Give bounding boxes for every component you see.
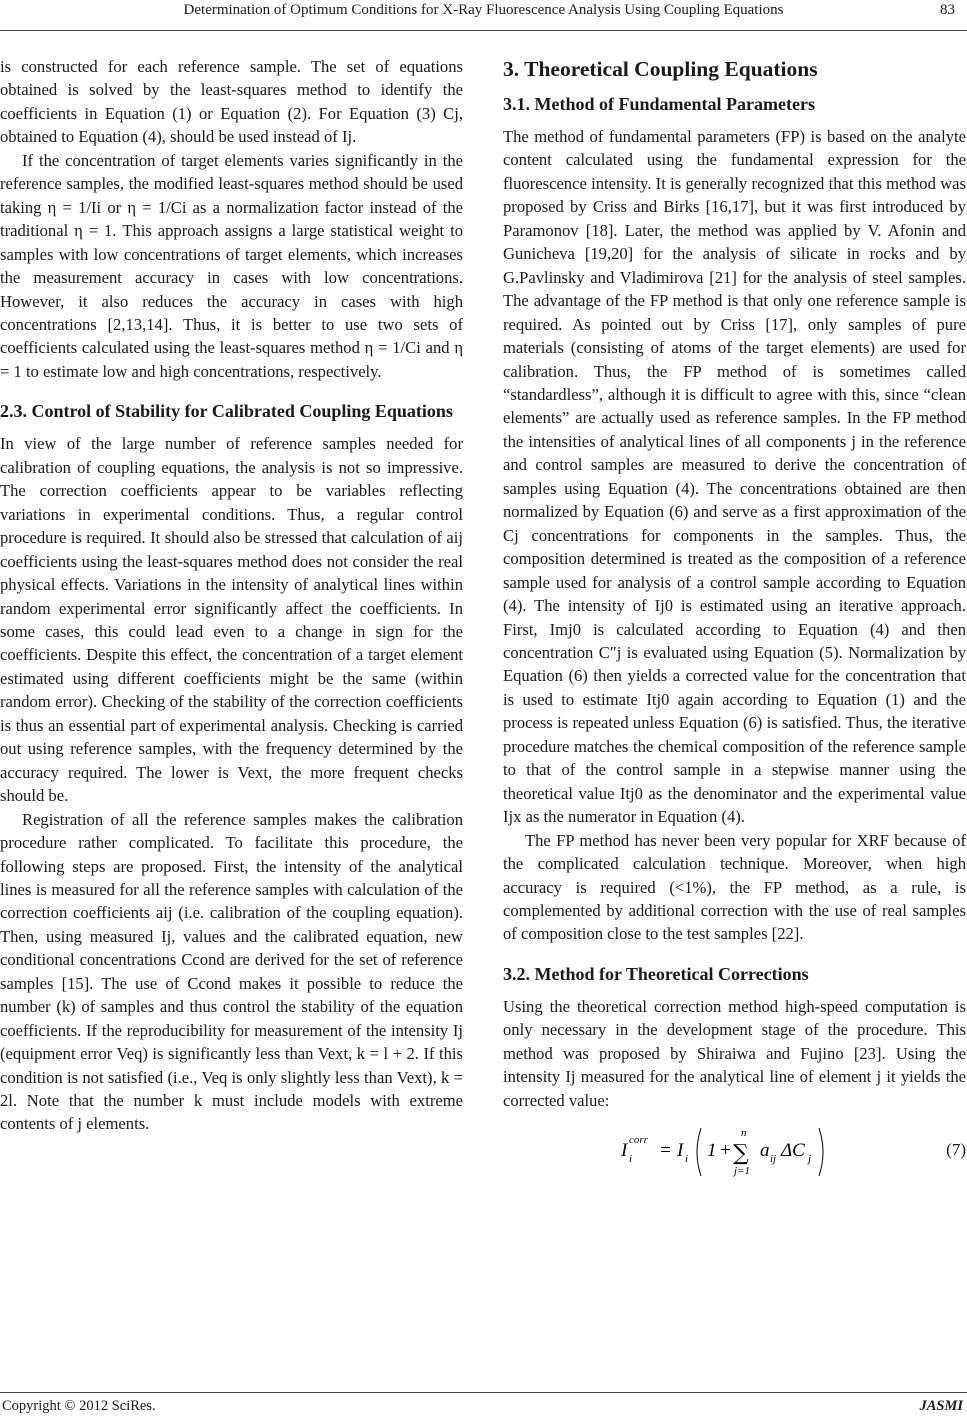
left-column [0,55,463,1136]
eq-sum-bottom: j=1 [734,1165,750,1178]
spacer [503,946,966,962]
section-heading-3-2: 3.2. Method for Theoretical Corrections [503,963,809,984]
section-heading-2-3: 2.3. Control of Stability for Calibrated Coupling Equations [0,401,453,422]
paragraph: The FP method has never been very popular for XRF because of the complicated calculation technique. Moreover, when high accuracy is required (<1%), the FP method, as a rule, is complemented by additional correction with the use of real samples of composition close to the test samples [22]. [503,830,966,944]
eq-lhs-sub: i [629,1153,633,1166]
copyright-notice: Copyright © 2012 SciRes. [2,1398,156,1414]
paragraph: The method of fundamental parameters (FP) is based on the analyte content calculated using the fundamental expression for the fluorescence intensity. It is generally recognized that this method was proposed by Criss and Birks [16,17], but it was first introduced by Paramonov [18]. Later, the method was applied by V. Afonin and Gunicheva [19,20] for the analysis of silicate in rocks and by G.Pavlinsky and Vladimirova [21] for the analysis of steel samples. The advantage of the FP method is that only one reference sample is required. As pointed out by Criss [17], only samples of pure materials (consisting of atoms of the target elements) are used for calibration. Thus, the FP method of is sometimes called “standardless”, although it is difficult to agree with this, since “clean elements” are actually used as reference samples. In the FP method the intensities of analytical lines of all components j in the reference and control samples are measured to derive the concentration of samples using Equation (4). The concentrations obtained are then normalized by Equation (6) and serve as a first approximation of the Cj concentrations for components in the samples. Thus, the composition determined is treated as the composition of a reference sample used for analysis of a control sample according to Equation (4). The intensity of Ij0 is estimated using an iterative approach. First, Imj0 is calculated according to Equation (4) and then concentration C″j is evaluated using Equation (5). Normalization by Equation (6) then yields a corrected value for the concentration that is used to estimate Itj0 again according to Equation (1) and the process is repeated unless Equation (6) is satisfied. Thus, the iterative procedure matches the chemical composition of the reference sample to that of the control sample in a stepwise manner using the theoretical value Itj0 as the denominator and the experimental value Ijx as the numerator in Equation (4). [503,127,966,827]
spacer [0,383,463,399]
equation-7 [503,1118,966,1180]
page-header [0,2,967,32]
paragraph: In view of the large number of reference samples needed for calibration of coupling equations, the analysis is not so impressive. The correction coefficients appear to be variables reflecting variations in experimental conditions. Thus, a regular control procedure is required. It should also be stressed that calculation of aij coefficients using the least-squares method does not consider the real physical effects. Variations in the intensity of analytical lines within random experimental error significantly affect the coefficients. In some cases, this could lead even to a change in sign for the coefficients. Despite this effect, the concentration of a target element estimated using different coefficients might be the same (within random error). Checking of the stability of the correction coefficients is thus an essential part of experimental analysis. Checking is carried out using reference samples, with the frequency determined by the accuracy required. The lower is Vext, the more frequent checks should be. [0,434,463,806]
paragraph: is constructed for each reference sample. The set of equations obtained is solved by the least-squares method to identify the coefficients in Equation (1) or Equation (2). For Equation (3) Cj, obtained to Equation (4), should be used instead of Ij. [0,57,463,147]
eq-equals: = [659,1140,672,1162]
page-number: 83 [940,2,955,18]
equation-formula [621,1122,841,1180]
eq-delta-sub: j [808,1153,812,1166]
footer-rule [0,1392,967,1393]
eq-sum-sign: ∑ [733,1141,749,1167]
journal-name: JASMI [919,1398,963,1414]
eq-sum-top: n [741,1127,747,1140]
eq-plus: + [719,1140,732,1162]
page-footer [0,1392,967,1416]
paragraph: Registration of all the reference samples makes the calibration procedure rather complicated. To facilitate this procedure, the following steps are proposed. First, the intensity of the analytical lines is measured for all the reference samples with calculation of the correction coefficients aij (i.e. calibration of the coupling equation). Then, using measured Ij, values and the calibrated equation, new conditional concentrations Ccond are derived for the set of reference samples [15]. The use of Ccond makes it possible to reduce the number (k) of samples and thus control the stability of the equation coefficients. If the reproducibility for measurement of the intensity Ij (equipment error Veq) is significantly less than Vext, k = l + 2. If this condition is not satisfied (i.e., Veq is only slightly less than Vext), k = 2l. Note that the number k must include models with extreme contents of j elements. [0,809,463,1134]
eq-left-paren [697,1128,701,1176]
eq-factor-sub: i [685,1153,689,1166]
equation-number: (7) [946,1140,966,1160]
eq-lhs: I [621,1140,628,1162]
eq-term: a [760,1140,770,1162]
paragraph: Using the theoretical correction method high-speed computation is only necessary in the development stage of the procedure. This method was proposed by Shiraiwa and Fujino [23]. Using the intensity Ij measured for the analytical line of element j it yields the corrected value: [503,996,966,1110]
eq-one: 1 [707,1140,717,1162]
section-heading-3: 3. Theoretical Coupling Equations [503,57,818,81]
header-rule [0,30,967,31]
right-column [503,55,966,1180]
running-title: Determination of Optimum Conditions for X-Ray Fluorescence Analysis Using Coupling Equations [183,2,784,18]
section-heading-3-1: 3.1. Method of Fundamental Parameters [503,94,815,114]
eq-delta: ΔC [781,1140,805,1162]
eq-factor: I [677,1140,684,1162]
eq-term-sub: ij [770,1153,777,1166]
eq-lhs-sup: corr [629,1134,648,1147]
paragraph: If the concentration of target elements varies significantly in the reference samples, the modified least-squares method should be used taking η = 1/Ii or η = 1/Ci as a normalization factor instead of the traditional η = 1. This approach assigns a large statistical weight to samples with low concentrations of target elements, which increases the measurement accuracy in cases with low concentrations. However, it also reduces the accuracy in cases with high concentrations [2,13,14]. Thus, it is better to use two sets of coefficients calculated using the least-squares method η = 1/Ci and η = 1 to estimate low and high concentrations, respectively. [0,150,463,381]
eq-right-paren [819,1128,823,1176]
